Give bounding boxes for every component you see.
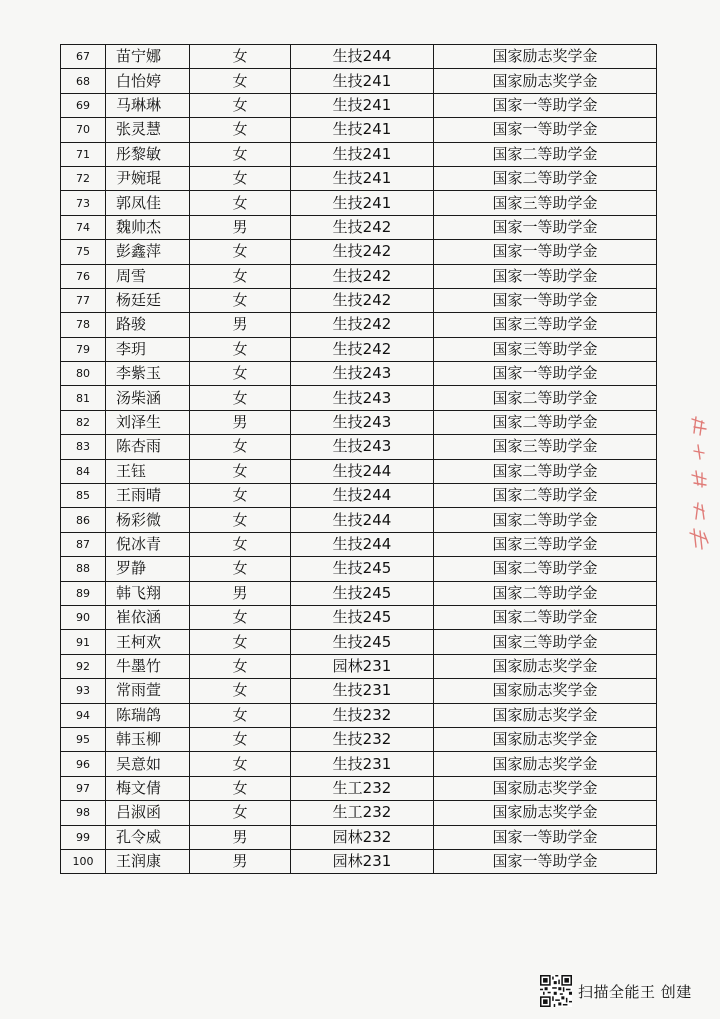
gender-cell: 女	[190, 679, 291, 703]
gender-cell: 男	[190, 581, 291, 605]
award-cell: 国家一等助学金	[434, 825, 657, 849]
row-index-cell: 80	[61, 362, 106, 386]
gender-cell: 女	[190, 459, 291, 483]
student-name-cell: 白怡婷	[106, 69, 190, 93]
award-cell: 国家励志奖学金	[434, 776, 657, 800]
table-row	[61, 630, 657, 654]
student-name-cell: 王钰	[106, 459, 190, 483]
student-name-cell: 苗宁娜	[106, 45, 190, 69]
student-name-cell: 王柯欢	[106, 630, 190, 654]
row-index-cell: 86	[61, 508, 106, 532]
gender-cell: 女	[190, 752, 291, 776]
award-cell: 国家三等助学金	[434, 630, 657, 654]
award-cell: 国家一等助学金	[434, 288, 657, 312]
class-cell: 生技243	[291, 410, 434, 434]
award-cell: 国家励志奖学金	[434, 703, 657, 727]
table-row	[61, 557, 657, 581]
table-body	[61, 45, 657, 874]
partial-red-stamp	[684, 415, 714, 555]
scholarship-list-table	[60, 44, 657, 874]
gender-cell: 女	[190, 801, 291, 825]
award-cell: 国家二等助学金	[434, 557, 657, 581]
row-index-cell: 76	[61, 264, 106, 288]
student-name-cell: 牛墨竹	[106, 654, 190, 678]
gender-cell: 女	[190, 484, 291, 508]
class-cell: 生技242	[291, 240, 434, 264]
table-row	[61, 776, 657, 800]
student-name-cell: 杨彩微	[106, 508, 190, 532]
table-row	[61, 45, 657, 69]
student-name-cell: 陈杏雨	[106, 435, 190, 459]
student-name-cell: 梅文倩	[106, 776, 190, 800]
student-name-cell: 吴意如	[106, 752, 190, 776]
row-index-cell: 92	[61, 654, 106, 678]
award-cell: 国家三等助学金	[434, 191, 657, 215]
table-row	[61, 435, 657, 459]
row-index-cell: 70	[61, 118, 106, 142]
gender-cell: 女	[190, 288, 291, 312]
student-name-cell: 尹婉琨	[106, 166, 190, 190]
row-index-cell: 77	[61, 288, 106, 312]
gender-cell: 男	[190, 825, 291, 849]
class-cell: 生技232	[291, 703, 434, 727]
award-cell: 国家励志奖学金	[434, 727, 657, 751]
row-index-cell: 90	[61, 605, 106, 629]
student-name-cell: 马琳琳	[106, 93, 190, 117]
gender-cell: 女	[190, 118, 291, 142]
row-index-cell: 98	[61, 801, 106, 825]
award-cell: 国家励志奖学金	[434, 752, 657, 776]
student-name-cell: 路骏	[106, 313, 190, 337]
gender-cell: 女	[190, 240, 291, 264]
table-row	[61, 752, 657, 776]
class-cell: 园林232	[291, 825, 434, 849]
student-name-cell: 周雪	[106, 264, 190, 288]
award-cell: 国家励志奖学金	[434, 69, 657, 93]
table-row	[61, 215, 657, 239]
gender-cell: 女	[190, 264, 291, 288]
row-index-cell: 99	[61, 825, 106, 849]
class-cell: 生技244	[291, 484, 434, 508]
award-cell: 国家二等助学金	[434, 166, 657, 190]
row-index-cell: 88	[61, 557, 106, 581]
student-name-cell: 彭鑫萍	[106, 240, 190, 264]
row-index-cell: 68	[61, 69, 106, 93]
class-cell: 生技244	[291, 45, 434, 69]
award-cell: 国家三等助学金	[434, 532, 657, 556]
table-row	[61, 654, 657, 678]
table-row	[61, 849, 657, 873]
class-cell: 生技241	[291, 118, 434, 142]
class-cell: 园林231	[291, 849, 434, 873]
table-row	[61, 679, 657, 703]
table-row	[61, 703, 657, 727]
row-index-cell: 87	[61, 532, 106, 556]
table-row	[61, 166, 657, 190]
student-name-cell: 吕淑函	[106, 801, 190, 825]
row-index-cell: 95	[61, 727, 106, 751]
award-cell: 国家二等助学金	[434, 410, 657, 434]
row-index-cell: 83	[61, 435, 106, 459]
table-row	[61, 362, 657, 386]
award-cell: 国家二等助学金	[434, 605, 657, 629]
class-cell: 生工232	[291, 801, 434, 825]
award-cell: 国家励志奖学金	[434, 654, 657, 678]
class-cell: 生技244	[291, 459, 434, 483]
table-row	[61, 264, 657, 288]
row-index-cell: 100	[61, 849, 106, 873]
student-name-cell: 李玥	[106, 337, 190, 361]
student-name-cell: 杨廷廷	[106, 288, 190, 312]
row-index-cell: 82	[61, 410, 106, 434]
row-index-cell: 81	[61, 386, 106, 410]
award-cell: 国家励志奖学金	[434, 45, 657, 69]
student-name-cell: 汤柴涵	[106, 386, 190, 410]
class-cell: 生技242	[291, 313, 434, 337]
gender-cell: 女	[190, 630, 291, 654]
class-cell: 生技243	[291, 435, 434, 459]
award-cell: 国家三等助学金	[434, 313, 657, 337]
table-row	[61, 118, 657, 142]
award-cell: 国家三等助学金	[434, 435, 657, 459]
class-cell: 生技243	[291, 362, 434, 386]
row-index-cell: 93	[61, 679, 106, 703]
table-row	[61, 825, 657, 849]
student-name-cell: 倪冰青	[106, 532, 190, 556]
award-cell: 国家一等助学金	[434, 362, 657, 386]
row-index-cell: 71	[61, 142, 106, 166]
class-cell: 生技242	[291, 215, 434, 239]
class-cell: 生技241	[291, 166, 434, 190]
class-cell: 生技242	[291, 337, 434, 361]
student-name-cell: 张灵慧	[106, 118, 190, 142]
class-cell: 生技244	[291, 508, 434, 532]
table-row	[61, 581, 657, 605]
row-index-cell: 73	[61, 191, 106, 215]
class-cell: 生技231	[291, 679, 434, 703]
class-cell: 生技243	[291, 386, 434, 410]
table-row	[61, 410, 657, 434]
table-row	[61, 240, 657, 264]
student-name-cell: 韩飞翔	[106, 581, 190, 605]
row-index-cell: 97	[61, 776, 106, 800]
gender-cell: 女	[190, 166, 291, 190]
table-row	[61, 191, 657, 215]
gender-cell: 女	[190, 727, 291, 751]
gender-cell: 男	[190, 215, 291, 239]
student-name-cell: 孔令威	[106, 825, 190, 849]
student-name-cell: 王润康	[106, 849, 190, 873]
qr-code-icon	[540, 975, 572, 1007]
class-cell: 生技245	[291, 605, 434, 629]
class-cell: 生工232	[291, 776, 434, 800]
row-index-cell: 69	[61, 93, 106, 117]
gender-cell: 男	[190, 410, 291, 434]
award-cell: 国家二等助学金	[434, 581, 657, 605]
gender-cell: 女	[190, 776, 291, 800]
table-row	[61, 459, 657, 483]
row-index-cell: 96	[61, 752, 106, 776]
class-cell: 生技245	[291, 557, 434, 581]
gender-cell: 女	[190, 142, 291, 166]
table-row	[61, 142, 657, 166]
row-index-cell: 75	[61, 240, 106, 264]
row-index-cell: 67	[61, 45, 106, 69]
gender-cell: 女	[190, 557, 291, 581]
gender-cell: 女	[190, 703, 291, 727]
student-name-cell: 魏帅杰	[106, 215, 190, 239]
row-index-cell: 72	[61, 166, 106, 190]
class-cell: 生技241	[291, 69, 434, 93]
student-name-cell: 罗静	[106, 557, 190, 581]
row-index-cell: 78	[61, 313, 106, 337]
table-row	[61, 605, 657, 629]
award-cell: 国家二等助学金	[434, 142, 657, 166]
class-cell: 生技244	[291, 532, 434, 556]
gender-cell: 女	[190, 337, 291, 361]
class-cell: 生技231	[291, 752, 434, 776]
class-cell: 生技232	[291, 727, 434, 751]
table-row	[61, 727, 657, 751]
scanner-watermark	[540, 971, 692, 1011]
award-cell: 国家二等助学金	[434, 459, 657, 483]
table-row	[61, 69, 657, 93]
award-cell: 国家励志奖学金	[434, 679, 657, 703]
student-name-cell: 彤黎敏	[106, 142, 190, 166]
student-name-cell: 王雨晴	[106, 484, 190, 508]
row-index-cell: 85	[61, 484, 106, 508]
table-row	[61, 337, 657, 361]
class-cell: 生技242	[291, 264, 434, 288]
row-index-cell: 89	[61, 581, 106, 605]
row-index-cell: 94	[61, 703, 106, 727]
award-cell: 国家励志奖学金	[434, 801, 657, 825]
student-name-cell: 陈瑞鸽	[106, 703, 190, 727]
gender-cell: 女	[190, 386, 291, 410]
table-row	[61, 93, 657, 117]
gender-cell: 女	[190, 191, 291, 215]
student-name-cell: 常雨萱	[106, 679, 190, 703]
row-index-cell: 84	[61, 459, 106, 483]
table-row	[61, 801, 657, 825]
row-index-cell: 74	[61, 215, 106, 239]
student-name-cell: 刘泽生	[106, 410, 190, 434]
class-cell: 园林231	[291, 654, 434, 678]
watermark-text: 扫描全能王 创建	[578, 982, 692, 1001]
table-row	[61, 484, 657, 508]
table-row	[61, 386, 657, 410]
award-cell: 国家三等助学金	[434, 337, 657, 361]
gender-cell: 男	[190, 313, 291, 337]
table-row	[61, 288, 657, 312]
gender-cell: 女	[190, 532, 291, 556]
student-name-cell: 李紫玉	[106, 362, 190, 386]
class-cell: 生技245	[291, 581, 434, 605]
gender-cell: 男	[190, 849, 291, 873]
award-cell: 国家一等助学金	[434, 240, 657, 264]
table-row	[61, 532, 657, 556]
class-cell: 生技241	[291, 93, 434, 117]
award-cell: 国家二等助学金	[434, 508, 657, 532]
award-cell: 国家一等助学金	[434, 264, 657, 288]
student-name-cell: 韩玉柳	[106, 727, 190, 751]
gender-cell: 女	[190, 654, 291, 678]
gender-cell: 女	[190, 69, 291, 93]
gender-cell: 女	[190, 435, 291, 459]
award-cell: 国家二等助学金	[434, 386, 657, 410]
class-cell: 生技241	[291, 191, 434, 215]
award-cell: 国家一等助学金	[434, 849, 657, 873]
gender-cell: 女	[190, 93, 291, 117]
row-index-cell: 91	[61, 630, 106, 654]
award-cell: 国家一等助学金	[434, 93, 657, 117]
award-cell: 国家一等助学金	[434, 215, 657, 239]
award-cell: 国家二等助学金	[434, 484, 657, 508]
gender-cell: 女	[190, 508, 291, 532]
class-cell: 生技242	[291, 288, 434, 312]
student-name-cell: 郭凤佳	[106, 191, 190, 215]
gender-cell: 女	[190, 605, 291, 629]
gender-cell: 女	[190, 362, 291, 386]
award-cell: 国家一等助学金	[434, 118, 657, 142]
student-name-cell: 崔依涵	[106, 605, 190, 629]
gender-cell: 女	[190, 45, 291, 69]
table-row	[61, 313, 657, 337]
table-row	[61, 508, 657, 532]
class-cell: 生技241	[291, 142, 434, 166]
class-cell: 生技245	[291, 630, 434, 654]
row-index-cell: 79	[61, 337, 106, 361]
